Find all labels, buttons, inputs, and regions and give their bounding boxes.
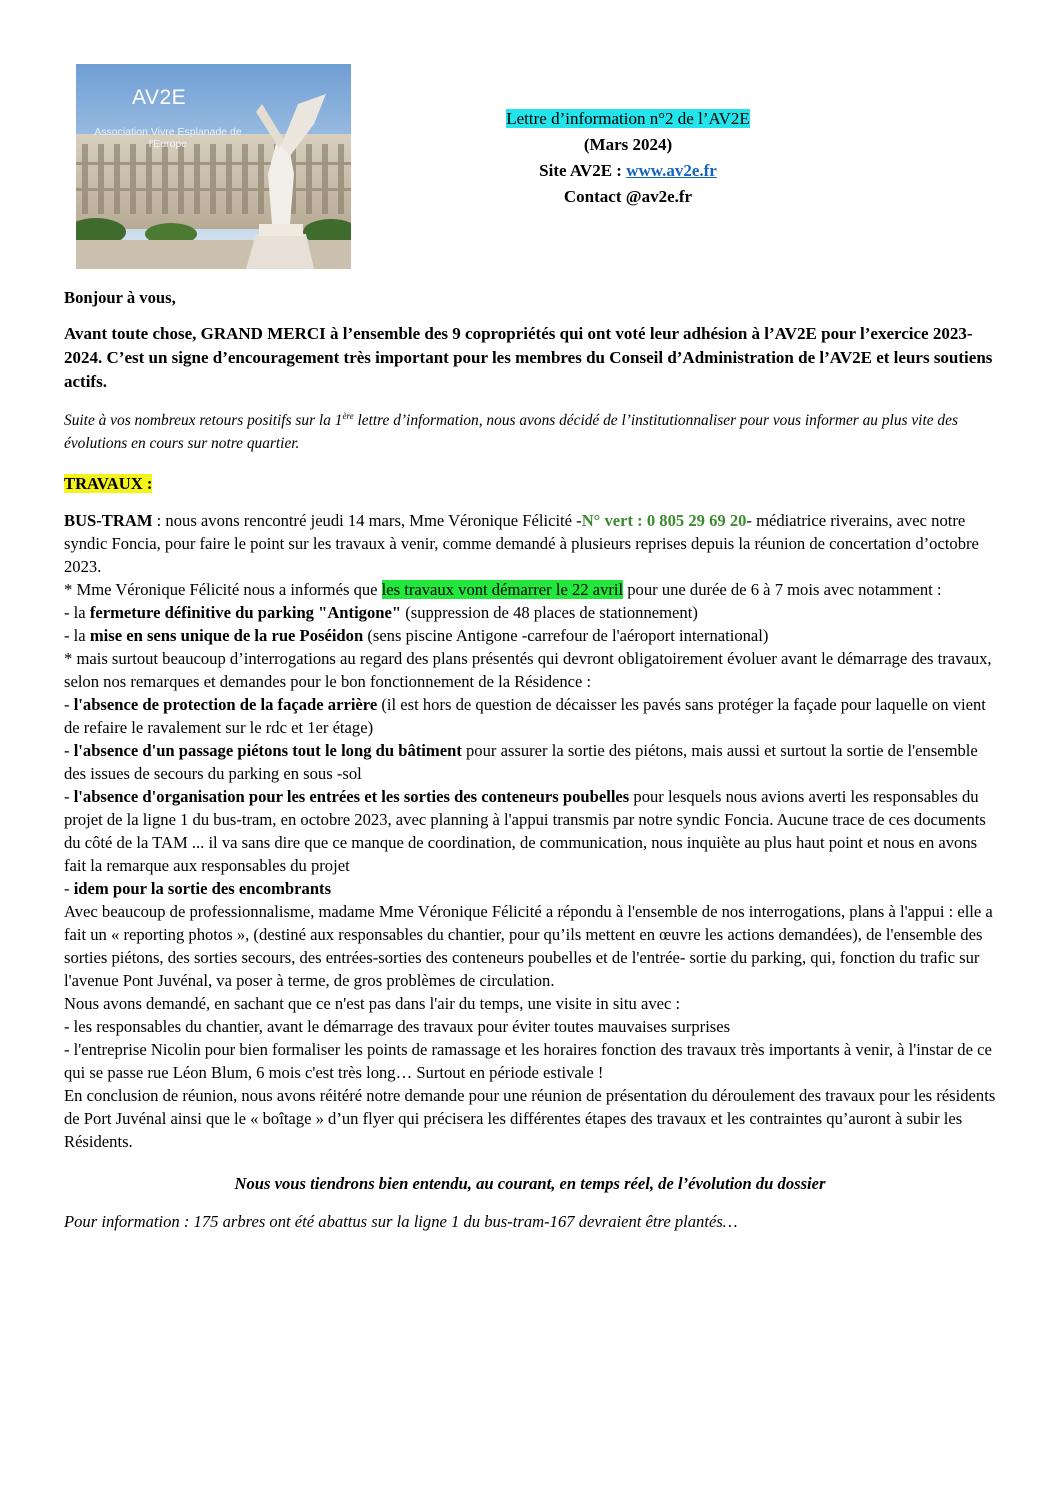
intro-sup: ère	[342, 411, 354, 421]
site-line	[388, 158, 868, 184]
bus-paragraph-1	[64, 509, 996, 578]
bus-item-pedestrian	[64, 739, 996, 785]
bus-p2b: pour une durée de 6 à 7 mois avec notamment :	[623, 580, 942, 600]
site-label: Site AV2E :	[539, 161, 627, 180]
bus-tram-section	[64, 509, 996, 1153]
bus-p8b: pour lesquels nous avions averti les responsables du projet de la ligne 1 du bus-tram, en octobre 2023, avec planning à l'appui transmis par notre syndic Foncia. Aucune trace de ces documents du côté de la TAM ... il va sans dire que ce manque de coordination, de communication, nous inquiète au plus haut point et nous en avons fait la remarque aux responsables du projet	[64, 787, 986, 876]
bus-paragraph-2	[64, 578, 996, 601]
bus-p9a: -	[64, 879, 74, 899]
logo-photo	[76, 64, 351, 269]
bus-p1b: - médiatrice riverains, avec notre syndic Foncia, pour faire le point sur les travaux à venir, comme demandé à plusieurs reprises depuis la réunion de concertation d’octobre 2023.	[64, 511, 979, 577]
bus-p7b: pour assurer la sortie des piétons, mais aussi et surtout la sortie de l'ensemble des issues de secours du parking en sous -sol	[64, 741, 978, 784]
logo-subtitle: Association Vivre Esplanade de l'Europe	[94, 126, 242, 150]
bus-p4-bold: mise en sens unique de la rue Poséidon	[89, 626, 364, 646]
letter-body	[64, 286, 996, 1233]
bus-p9-bold: idem pour la sortie des encombrants	[73, 879, 332, 899]
green-number: N° vert : 0 805 29 69 20	[581, 511, 747, 531]
bus-p3b: (suppression de 48 places de stationnement)	[401, 603, 698, 623]
intro-paragraph	[64, 405, 996, 455]
greeting: Bonjour à vous,	[64, 288, 176, 307]
letter-title: Lettre d’information n°2 de l’AV2E	[506, 109, 750, 128]
bus-p8a: -	[64, 787, 74, 807]
start-date-highlight: les travaux vont démarrer le 22 avril	[381, 580, 624, 600]
travaux-heading	[64, 472, 996, 495]
contact-line: Contact @av2e.fr	[563, 187, 693, 206]
bus-p4b: (sens piscine Antigone -carrefour de l'aéroport international)	[363, 626, 769, 646]
bus-item-bins	[64, 785, 996, 877]
bus-paragraph-11: Nous avons demandé, en sachant que ce n'est pas dans l'air du temps, une visite in situ avec :	[64, 994, 681, 1014]
bus-p6a: -	[64, 695, 74, 715]
bus-p3-bold: fermeture définitive du parking "Antigone"	[89, 603, 402, 623]
intro-text-a: Suite à vos nombreux retours positifs sur la 1	[64, 412, 343, 430]
bus-p7-bold: l'absence d'un passage piétons tout le long du bâtiment	[73, 741, 462, 761]
bus-paragraph-13: - l'entreprise Nicolin pour bien formaliser les points de ramassage et les horaires fonction des travaux très importants à venir, à l'instar de ce qui se passe rue Léon Blum, 6 mois c'est très long… Surtout en période estivale !	[64, 1040, 992, 1083]
closing-statement: Nous vous tiendrons bien entendu, au courant, en temps réel, de l’évolution du dossier	[234, 1174, 826, 1194]
bus-p8-bold: l'absence d'organisation pour les entrées et les sorties des conteneurs poubelles	[73, 787, 630, 807]
bus-p3a: - la	[64, 603, 90, 623]
letter-date: (Mars 2024)	[583, 135, 673, 154]
travaux-heading-text: TRAVAUX :	[64, 474, 153, 494]
site-link[interactable]: www.av2e.fr	[626, 161, 717, 180]
trees-note: Pour information : 175 arbres ont été abattus sur la ligne 1 du bus-tram-167 devraient être plantés…	[64, 1212, 738, 1232]
thanks-paragraph: Avant toute chose, GRAND MERCI à l’ensemble des 9 copropriétés qui ont voté leur adhésion à l’AV2E pour l’exercice 2023-2024. C’est un signe d’encouragement très important pour les membres du Conseil d’Administration de l’AV2E et leurs soutiens actifs.	[64, 324, 993, 391]
bus-p2a: * Mme Véronique Félicité nous a informés que	[64, 580, 382, 600]
bus-p6b: (il est hors de question de décaisser les pavés sans protéger la façade pour laquelle on vient de refaire le ravalement sur le rdc et 1er étage)	[64, 695, 986, 738]
logo-title: AV2E	[132, 86, 187, 109]
bus-item-parking	[64, 601, 996, 624]
bus-p4a: - la	[64, 626, 90, 646]
bus-paragraph-14: En conclusion de réunion, nous avons réitéré notre demande pour une réunion de présentation du déroulement des travaux pour les résidents de Port Juvénal ainsi que le « boîtage » d’un flyer qui précisera les différentes étapes des travaux et les contraintes qu’auront à subir les Résidents.	[64, 1086, 996, 1152]
bus-paragraph-5: * mais surtout beaucoup d’interrogations au regard des plans présentés qui devront obligatoirement évoluer avant le démarrage des travaux, selon nos remarques et demandes pour le bon fonctionnement de la Résidence :	[64, 649, 992, 692]
letter-header	[388, 106, 868, 210]
bus-p6-bold: l'absence de protection de la façade arrière	[73, 695, 378, 715]
intro-text-b: lettre d’information, nous avons décidé de l’institutionnaliser pour vous informer au plus vite des évolutions en cours sur notre quartier.	[64, 412, 958, 453]
bus-paragraph-12: - les responsables du chantier, avant le démarrage des travaux pour éviter toutes mauvaises surprises	[64, 1017, 731, 1037]
bus-paragraph-10: Avec beaucoup de professionnalisme, madame Mme Véronique Félicité a répondu à l'ensemble de nos interrogations, plans à l'appui : elle a fait un « reporting photos », (destiné aux responsables du chantier, pour qu’ils mettent en œuvre les actions demandées), de l'ensemble des sorties piétons, des sorties secours, des entrées-sorties des conteneurs poubelles et de l'entrée- sortie du parking, qui, fonction du trafic sur l'avenue Pont Juvénal, va poser à terme, de gros problèmes de circulation.	[64, 902, 993, 991]
logo-image	[76, 64, 351, 269]
bus-label: BUS-TRAM	[64, 511, 153, 531]
bus-p7a: -	[64, 741, 74, 761]
bus-item-facade	[64, 693, 996, 739]
bus-item-bulky	[64, 877, 996, 900]
bus-item-poseidon	[64, 624, 996, 647]
bus-p1a: : nous avons rencontré jeudi 14 mars, Mme Véronique Félicité -	[152, 511, 582, 531]
